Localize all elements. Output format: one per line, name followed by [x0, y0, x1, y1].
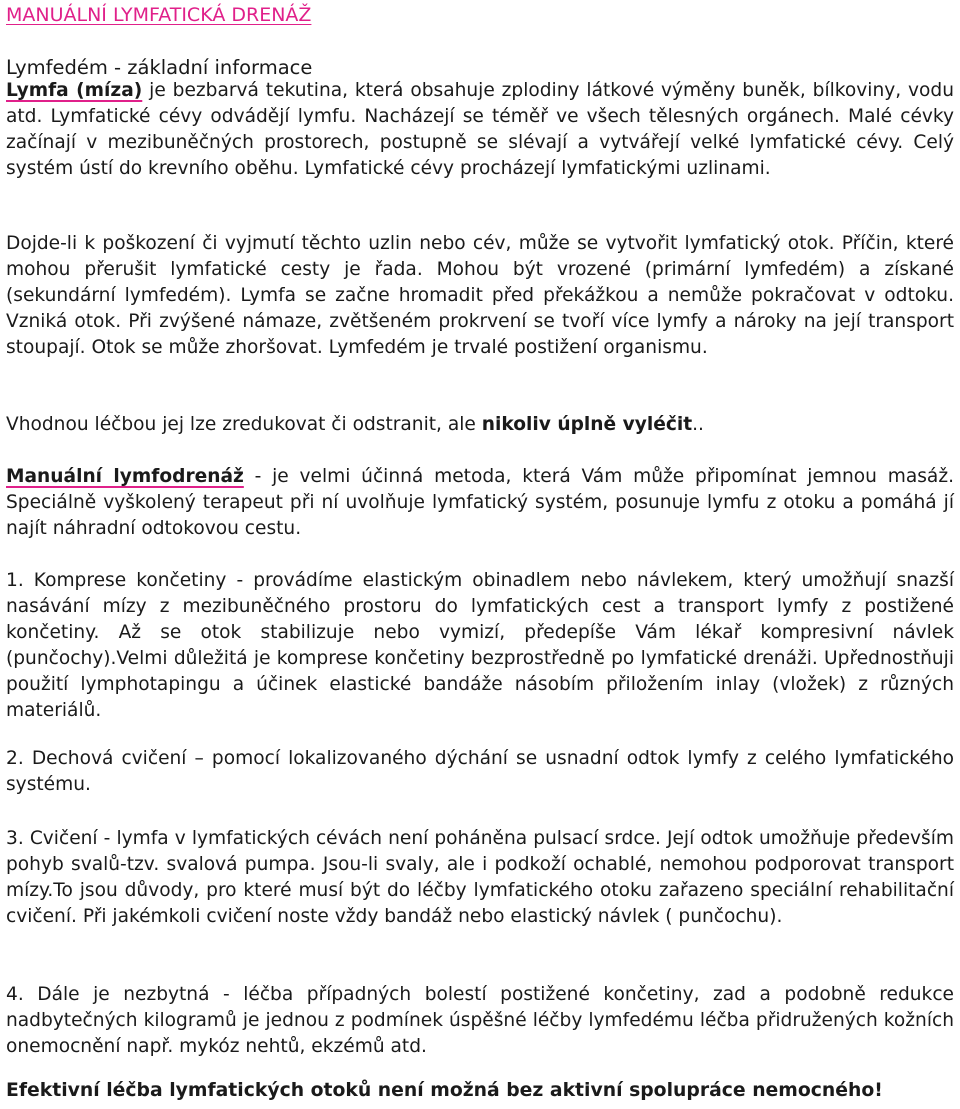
list-item-1: 1. Komprese končetiny - provádíme elastickým obinadlem nebo návlekem, který umožňují snazší nasávání mízy z mezibuněčného prostoru do lymfatických cest a transport lymfy z postižené končetiny. Až se otok stabilizuje nebo vymizí, předepíše Vám lékař kompresivní návlek (punčochy).Velmi důležitá je komprese končetiny bezprostředně po lymfatické drenáži. Upřednostňuji použití lymphotapingu a účinek elastické bandáže násobím přiložením inlay (vložek) z různých materiálů. — [6, 570, 954, 721]
para4-text: - je velmi účinná metoda, která Vám může připomínat jemnou masáž. Speciálně vyškolený terapeut při ní uvolňuje lymfatický systém, posunuje lymfu z otoku a pomáhá jí najít náhradní odtokovou cestu. — [6, 466, 954, 539]
para3-end: .. — [692, 414, 704, 435]
list-item-4: 4. Dále je nezbytná - léčba případných bolestí postižené končetiny, zad a podobně redukce nadbytečných kilogramů je jednou z podmínek úspěšné léčby lymfedému léčba přidružených kožních onemocnění např. mykóz nehtů, ekzémů atd. — [6, 984, 954, 1057]
paragraph-4 — [6, 464, 954, 542]
lymfa-term: Lymfa (míza) — [6, 80, 143, 101]
para3-bold: nikoliv úplně vyléčit — [481, 414, 693, 435]
list-item-3: 3. Cvičení - lymfa v lymfatických cévách není poháněna pulsací srdce. Její odtok umožňuje především pohyb svalů-tzv. svalová pumpa. Jsou-li svaly, ale i podkoží ochablé, nemohou podporovat transport mízy.To jsou důvody, pro které musí být do léčby lymfatického otoku zařazeno speciální rehabilitační cvičení. Při jakémkoli cvičení noste vždy bandáž nebo elastický návlek ( punčochu). — [6, 828, 954, 927]
document-subtitle: Lymfedém - základní informace — [6, 56, 313, 79]
paragraph-2: Dojde-li k poškození či vyjmutí těchto uzlin nebo cév, může se vytvořit lymfatický otok. Příčin, které mohou přerušit lymfatické cesty je řada. Mohou být vrozené (primární lymfedém) a získané (sekundární lymfedém). Lymfa se začne hromadit před překážkou a nemůže pokračovat v odtoku. Vzniká otok. Při zvýšené námaze, zvětšeném prokrvení se tvoří více lymfy a nároky na její transport stoupají. Otok se může zhoršovat. Lymfedém je trvalé postižení organismu. — [6, 233, 954, 358]
intro-paragraph — [6, 78, 954, 182]
paragraph-3 — [6, 412, 954, 438]
final-statement: Efektivní léčba lymfatických otoků není možná bez aktivní spolupráce nemocného! — [6, 1080, 883, 1101]
list-item-2: 2. Dechová cvičení – pomocí lokalizovaného dýchání se usnadní odtok lymfy z celého lymfatického systému. — [6, 748, 954, 795]
lymfodrenaz-term: Manuální lymfodrenáž — [6, 466, 244, 487]
document-title: MANUÁLNÍ LYMFATICKÁ DRENÁŽ — [6, 4, 312, 26]
para3-text: Vhodnou léčbou jej lze zredukovat či odstranit, ale — [6, 414, 482, 435]
intro-text: je bezbarvá tekutina, která obsahuje zplodiny látkové výměny buněk, bílkoviny, vodu atd. Lymfatické cévy odvádějí lymfu. Nacházejí se téměř ve všech tělesných orgánech. Malé cévky začínají v mezibuněčných prostorech, postupně se slévají a vytvářejí velké lymfatické cévy. Celý systém ústí do krevního oběhu. Lymfatické cévy procházejí lymfatickými uzlinami. — [6, 80, 954, 179]
